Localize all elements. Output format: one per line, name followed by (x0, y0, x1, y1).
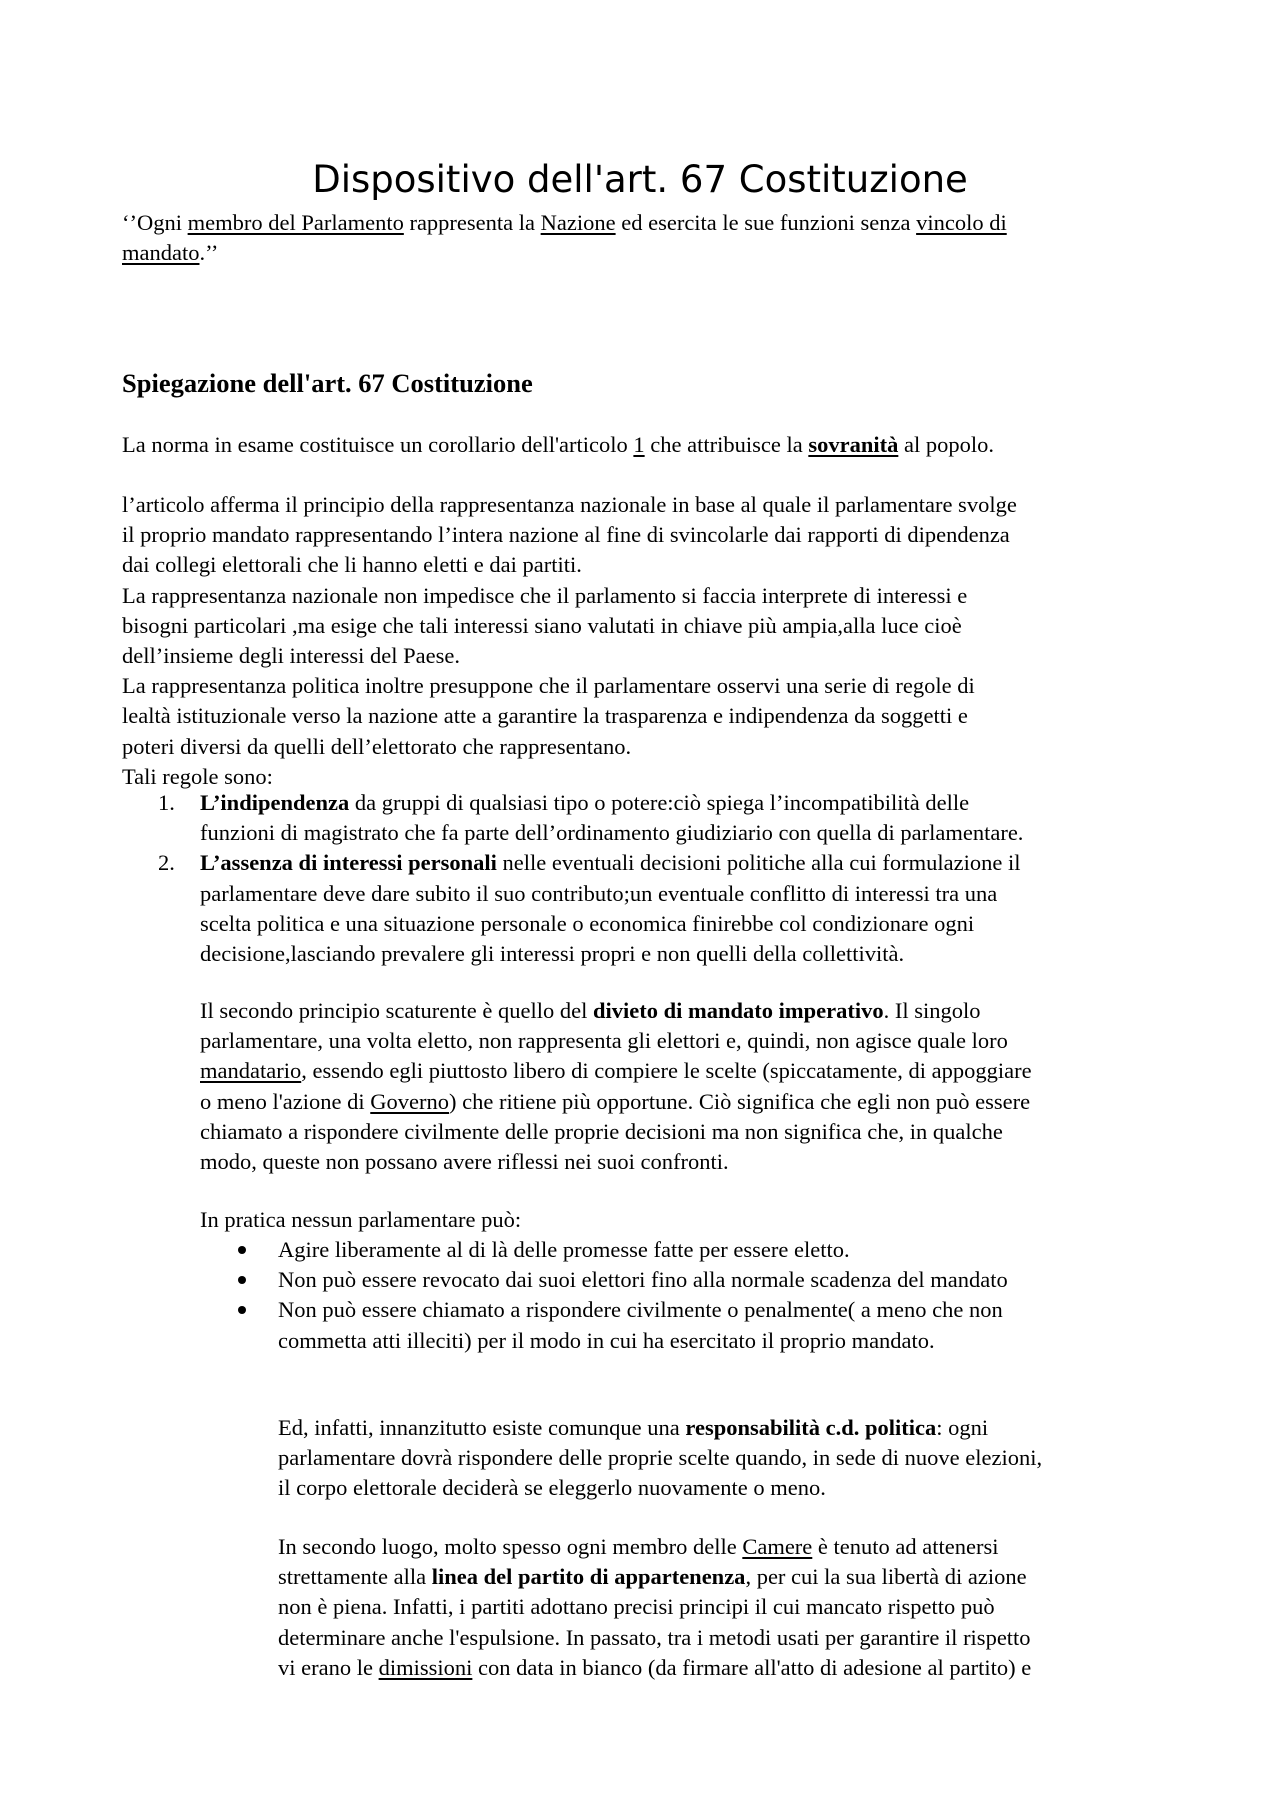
article-quote: ‘’Ogni membro del Parlamento rappresenta la Nazione ed esercita le sue funzioni senza vincolo di mandato.’’ (122, 210, 1007, 266)
text-line: parlamentare deve dare subito il suo contributo;un eventuale conflitto di interessi tra una (200, 880, 998, 906)
document-title: Dispositivo dell'art. 67 Costituzione (312, 158, 968, 201)
text-line: o meno l'azione di Governo) che ritiene più opportune. Ciò significa che egli non può essere (200, 1088, 1031, 1114)
text-line: bisogni particolari ,ma esige che tali interessi siano valutati in chiave più ampia,alla luce cioè (122, 612, 962, 638)
list-item (200, 1295, 1160, 1355)
text-line: In secondo luogo, molto spesso ogni membro delle Camere è tenuto ad attenersi (278, 1534, 999, 1559)
bullet-icon (238, 1246, 246, 1254)
list-item (158, 788, 1168, 848)
intro-paragraph: La norma in esame costituisce un corollario dell'articolo 1 che attribuisce la sovranità al popolo. (122, 432, 994, 457)
main-paragraph (122, 490, 1172, 792)
text-line: determinare anche l'espulsione. In passato, tra i metodi usati per garantire il rispetto (278, 1624, 1031, 1650)
text-line: dai collegi elettorali che li hanno eletti e dai partiti. (122, 552, 582, 578)
link-vincolo-di-mandato-cont[interactable]: mandato (122, 240, 200, 266)
text-line: poteri diversi da quelli dell’elettorato che rappresentano. (122, 733, 632, 759)
text-line: Non può essere chiamato a rispondere civilmente o penalmente( a meno che non (278, 1297, 1003, 1323)
text-line: L’indipendenza da gruppi di qualsiasi tipo o potere:ciò spiega l’incompatibilità delle (200, 790, 970, 815)
text-line: Ed, infatti, innanzitutto esiste comunque una responsabilità c.d. politica: ogni (278, 1415, 989, 1440)
text-line: dell’insieme degli interessi del Paese. (122, 643, 461, 669)
list-item (200, 1265, 1160, 1295)
text-line: decisione,lasciando prevalere gli interessi propri e non quelli della collettività. (200, 941, 905, 967)
text-line: il corpo elettorale deciderà se eleggerlo nuovamente o meno. (278, 1475, 826, 1501)
link-articolo-1[interactable]: 1 (633, 432, 645, 457)
text-line: L’assenza di interessi personali nelle eventuali decisioni politiche alla cui formulazione il (200, 850, 1021, 876)
link-dimissioni[interactable]: dimissioni (378, 1654, 473, 1680)
text-line: vi erano le dimissioni con data in bianco (da firmare all'atto di adesione al partito) e (278, 1654, 1032, 1680)
text-line: l’articolo afferma il principio della rappresentanza nazionale in base al quale il parlamentare svolge (122, 492, 1017, 517)
list-number: 1. (158, 790, 175, 815)
bullet-icon (238, 1276, 246, 1284)
rules-list (158, 788, 1168, 969)
responsabilita-paragraph (278, 1413, 1178, 1504)
bullet-icon (238, 1306, 246, 1314)
link-nazione[interactable]: Nazione (540, 210, 616, 235)
list-number: 2. (158, 850, 175, 876)
list-item (200, 1235, 1160, 1265)
link-vincolo-di-mandato[interactable]: vincolo di (916, 210, 1007, 235)
text-line: scelta politica e una situazione personale o economica finirebbe col condizionare ogni (200, 910, 975, 936)
text-line: La rappresentanza nazionale non impedisce che il parlamento si faccia interprete di interessi e (122, 582, 968, 608)
text-line: lealtà istituzionale verso la nazione atte a garantire la trasparenza e indipendenza da soggetti e (122, 703, 968, 729)
text-line: Tali regole sono: (122, 763, 273, 789)
text-line: modo, queste non possano avere riflessi nei suoi confronti. (200, 1149, 729, 1175)
link-camere[interactable]: Camere (742, 1534, 813, 1559)
text-line: non è piena. Infatti, i partiti adottano precisi principi il cui mancato rispetto può (278, 1594, 995, 1620)
secondo-luogo-paragraph (278, 1532, 1178, 1683)
text-line: il proprio mandato rappresentando l’intera nazione al fine di svincolarle dai rapporti di dipendenza (122, 522, 1010, 548)
text-line: Agire liberamente al di là delle promesse fatte per essere eletto. (278, 1237, 850, 1262)
section-heading: Spiegazione dell'art. 67 Costituzione (122, 368, 533, 398)
text-line: mandatario, essendo egli piuttosto libero di compiere le scelte (spiccatamente, di appoggiare (200, 1058, 1032, 1084)
link-mandatario[interactable]: mandatario (200, 1058, 302, 1084)
pratica-paragraph: In pratica nessun parlamentare può: (200, 1207, 522, 1232)
text-line: parlamentare, una volta eletto, non rappresenta gli elettori e, quindi, non agisce quale loro (200, 1028, 1008, 1054)
link-membro-parlamento[interactable]: membro del Parlamento (187, 210, 404, 235)
link-sovranita[interactable]: sovranità (808, 432, 899, 457)
list-item (158, 848, 1168, 969)
link-governo[interactable]: Governo (370, 1088, 449, 1114)
second-principle-paragraph (200, 996, 1180, 1177)
text-line: parlamentare dovrà rispondere delle proprie scelte quando, in sede di nuove elezioni, (278, 1445, 1043, 1471)
text-line: strettamente alla linea del partito di appartenenza, per cui la sua libertà di azione (278, 1564, 1027, 1590)
text-line: La rappresentanza politica inoltre presuppone che il parlamentare osservi una serie di regole di (122, 673, 975, 699)
bullet-list (200, 1235, 1160, 1356)
text-line: Non può essere revocato dai suoi elettori fino alla normale scadenza del mandato (278, 1267, 1008, 1293)
text-line: commetta atti illeciti) per il modo in cui ha esercitato il proprio mandato. (278, 1327, 935, 1353)
text-line: Il secondo principio scaturente è quello del divieto di mandato imperativo. Il singolo (200, 998, 981, 1023)
text-line: chiamato a rispondere civilmente delle proprie decisioni ma non significa che, in qualche (200, 1118, 1003, 1144)
text-line: funzioni di magistrato che fa parte dell’ordinamento giudiziario con quella di parlamentare. (200, 820, 1024, 846)
